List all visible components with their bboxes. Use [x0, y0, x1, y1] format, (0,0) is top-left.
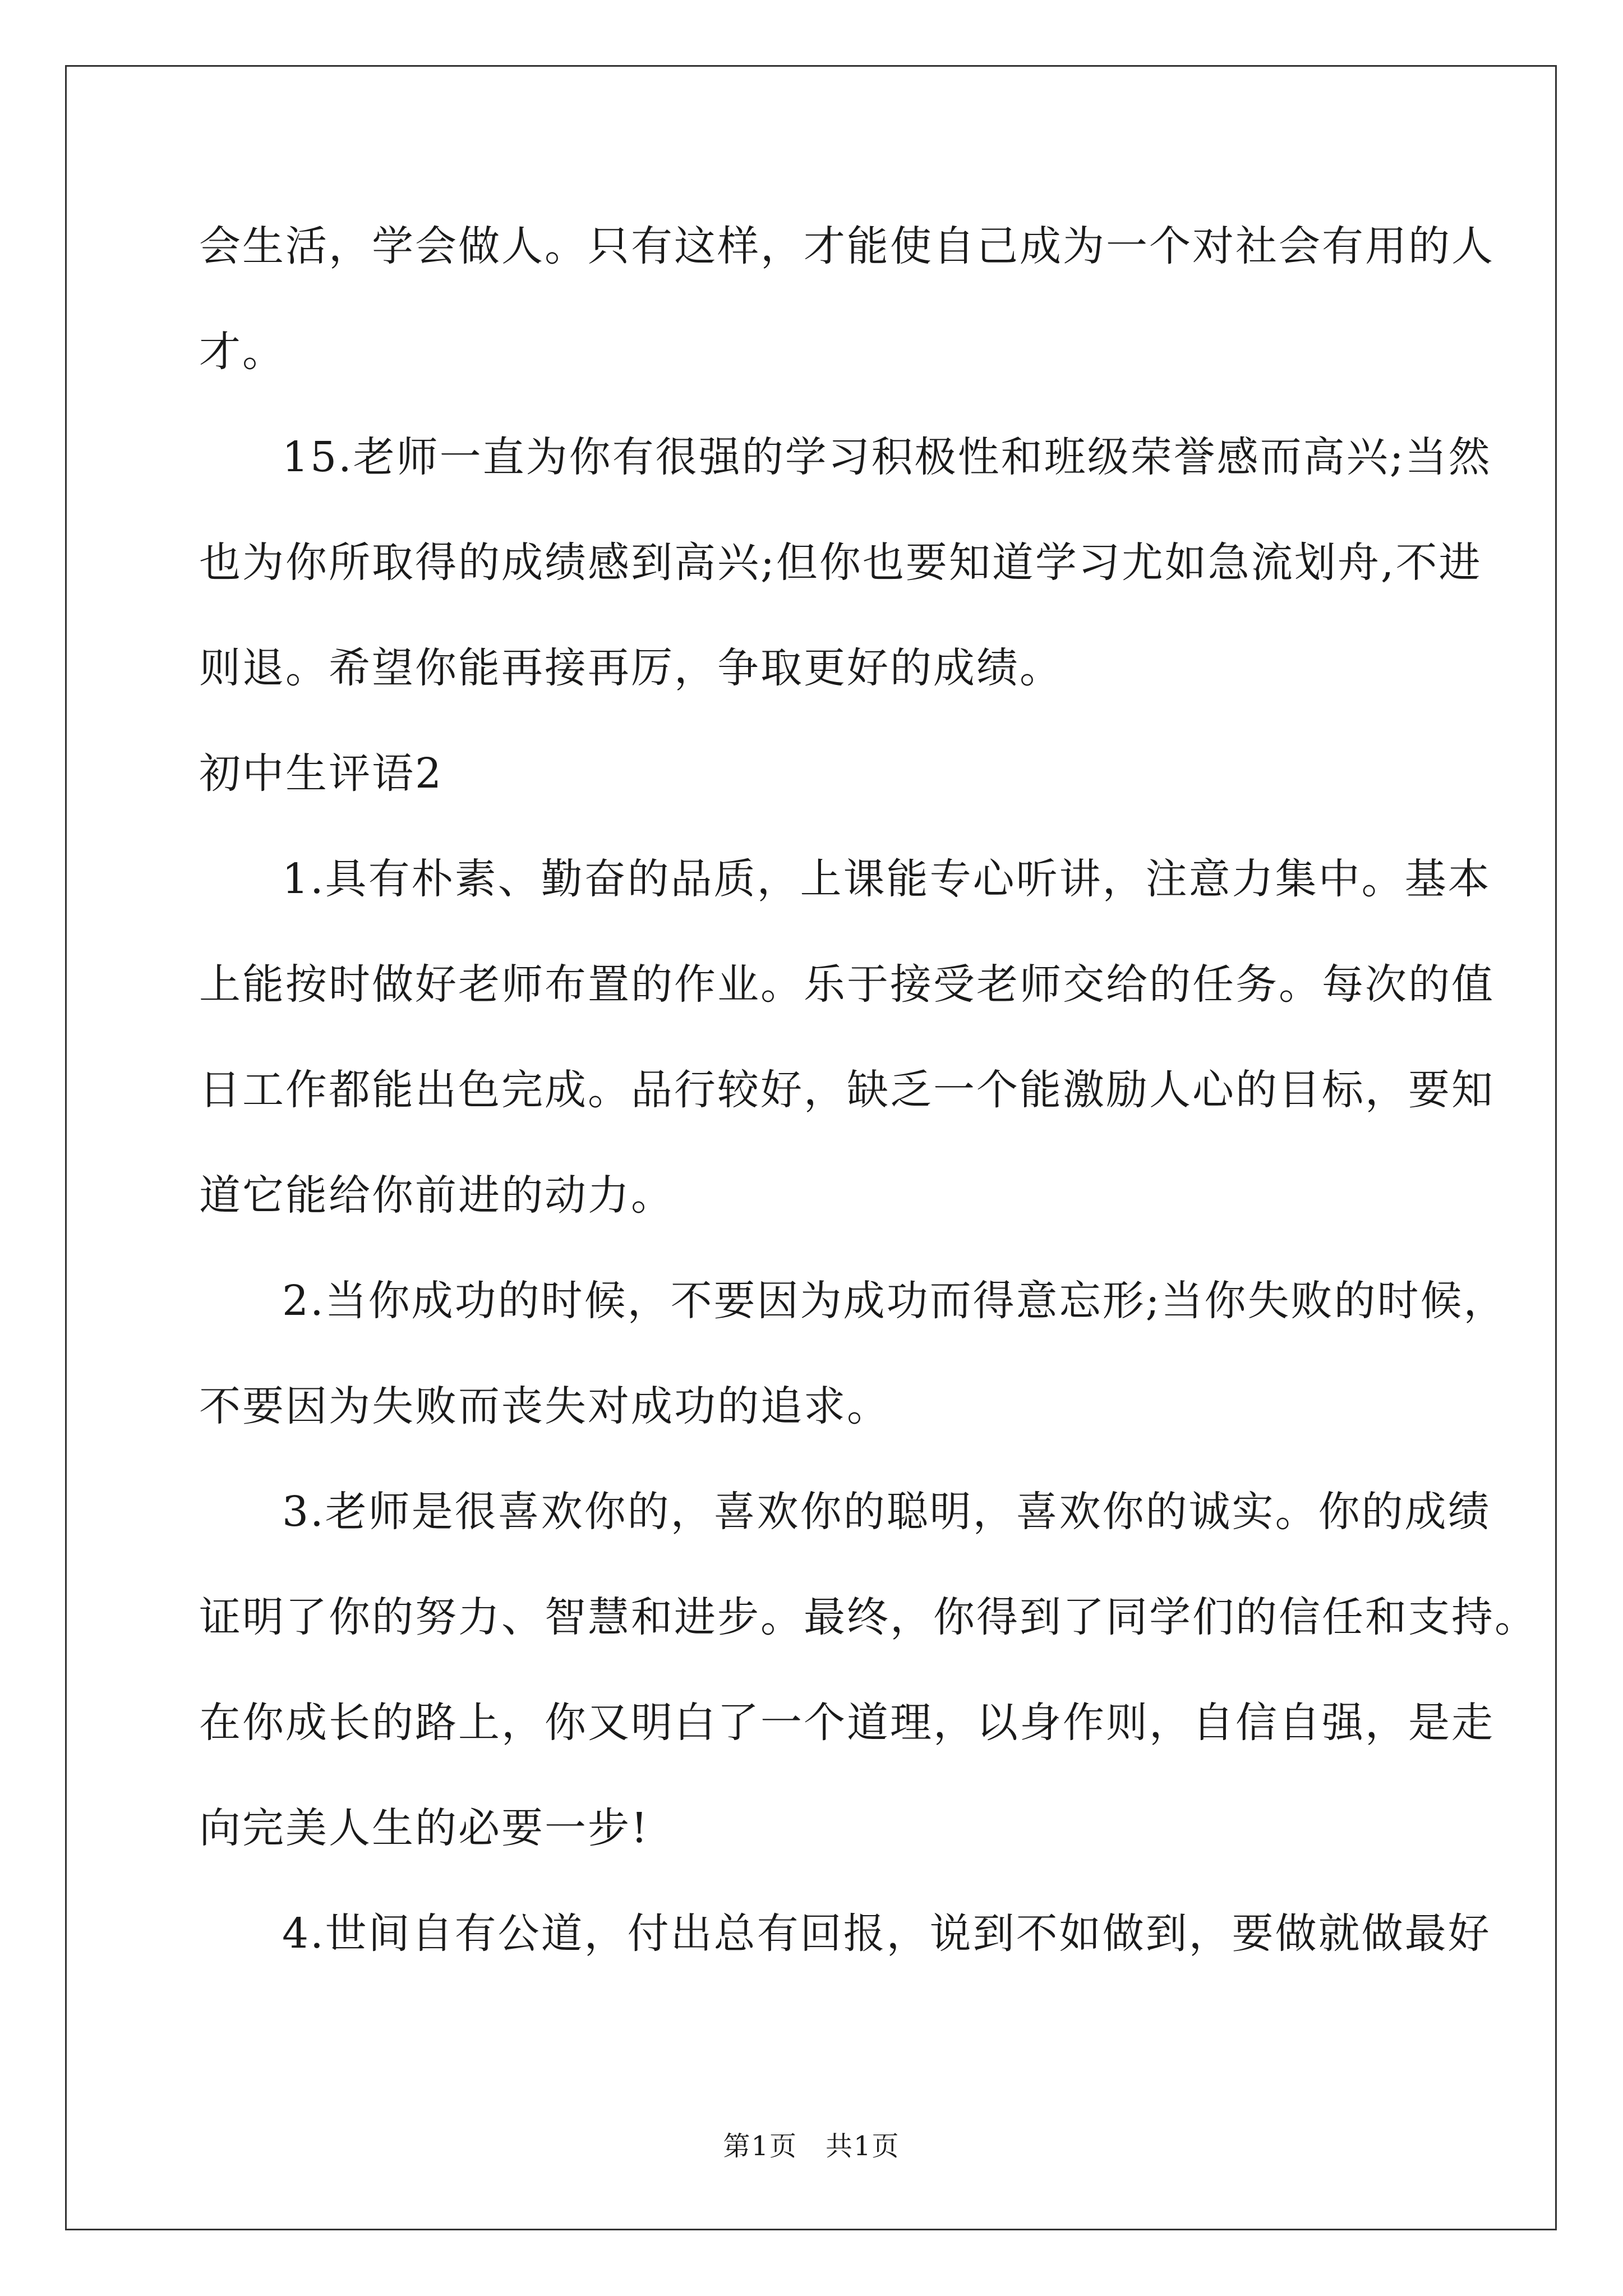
text-line: 则退。希望你能再接再厉，争取更好的成绩。 [199, 644, 1063, 692]
text-line: 不要因为失败而丧失对成功的追求。 [199, 1382, 890, 1430]
text-line: 道它能给你前进的动力。 [199, 1171, 674, 1220]
text-line: 2.当你成功的时候，不要因为成功而得意忘形;当你失败的时候， [282, 1277, 1507, 1325]
section-heading: 初中生评语2 [199, 749, 444, 798]
text-line: 向完美人生的必要一步! [199, 1804, 649, 1852]
text-line: 在你成长的路上，你又明白了一个道理，以身作则，自信自强，是走 [199, 1699, 1495, 1747]
document-body [199, 194, 1538, 1986]
text-line: 才。 [199, 328, 285, 376]
text-line: 3.老师是很喜欢你的，喜欢你的聪明，喜欢你的诚实。你的成绩 [282, 1488, 1491, 1536]
text-line: 日工作都能出色完成。品行较好，缺乏一个能激励人心的目标，要知 [199, 1066, 1495, 1114]
page-footer: 第1页 共1页 [723, 2131, 900, 2162]
text-line: 证明了你的努力、智慧和进步。最终，你得到了同学们的信任和支持。 [199, 1593, 1538, 1641]
text-line: 上能按时做好老师布置的作业。乐于接受老师交给的任务。每次的值 [199, 960, 1495, 1009]
text-line: 4.世间自有公道，付出总有回报，说到不如做到，要做就做最好 [282, 1910, 1491, 1958]
text-line: 也为你所取得的成绩感到高兴;但你也要知道学习尤如急流划舟,不进 [199, 539, 1482, 587]
text-line: 1.具有朴素、勤奋的品质，上课能专心听讲，注意力集中。基本 [282, 855, 1491, 903]
text-line: 15.老师一直为你有很强的学习积极性和班级荣誉感而高兴;当然 [282, 433, 1492, 481]
text-line: 会生活，学会做人。只有这样，才能使自己成为一个对社会有用的人 [199, 222, 1495, 270]
